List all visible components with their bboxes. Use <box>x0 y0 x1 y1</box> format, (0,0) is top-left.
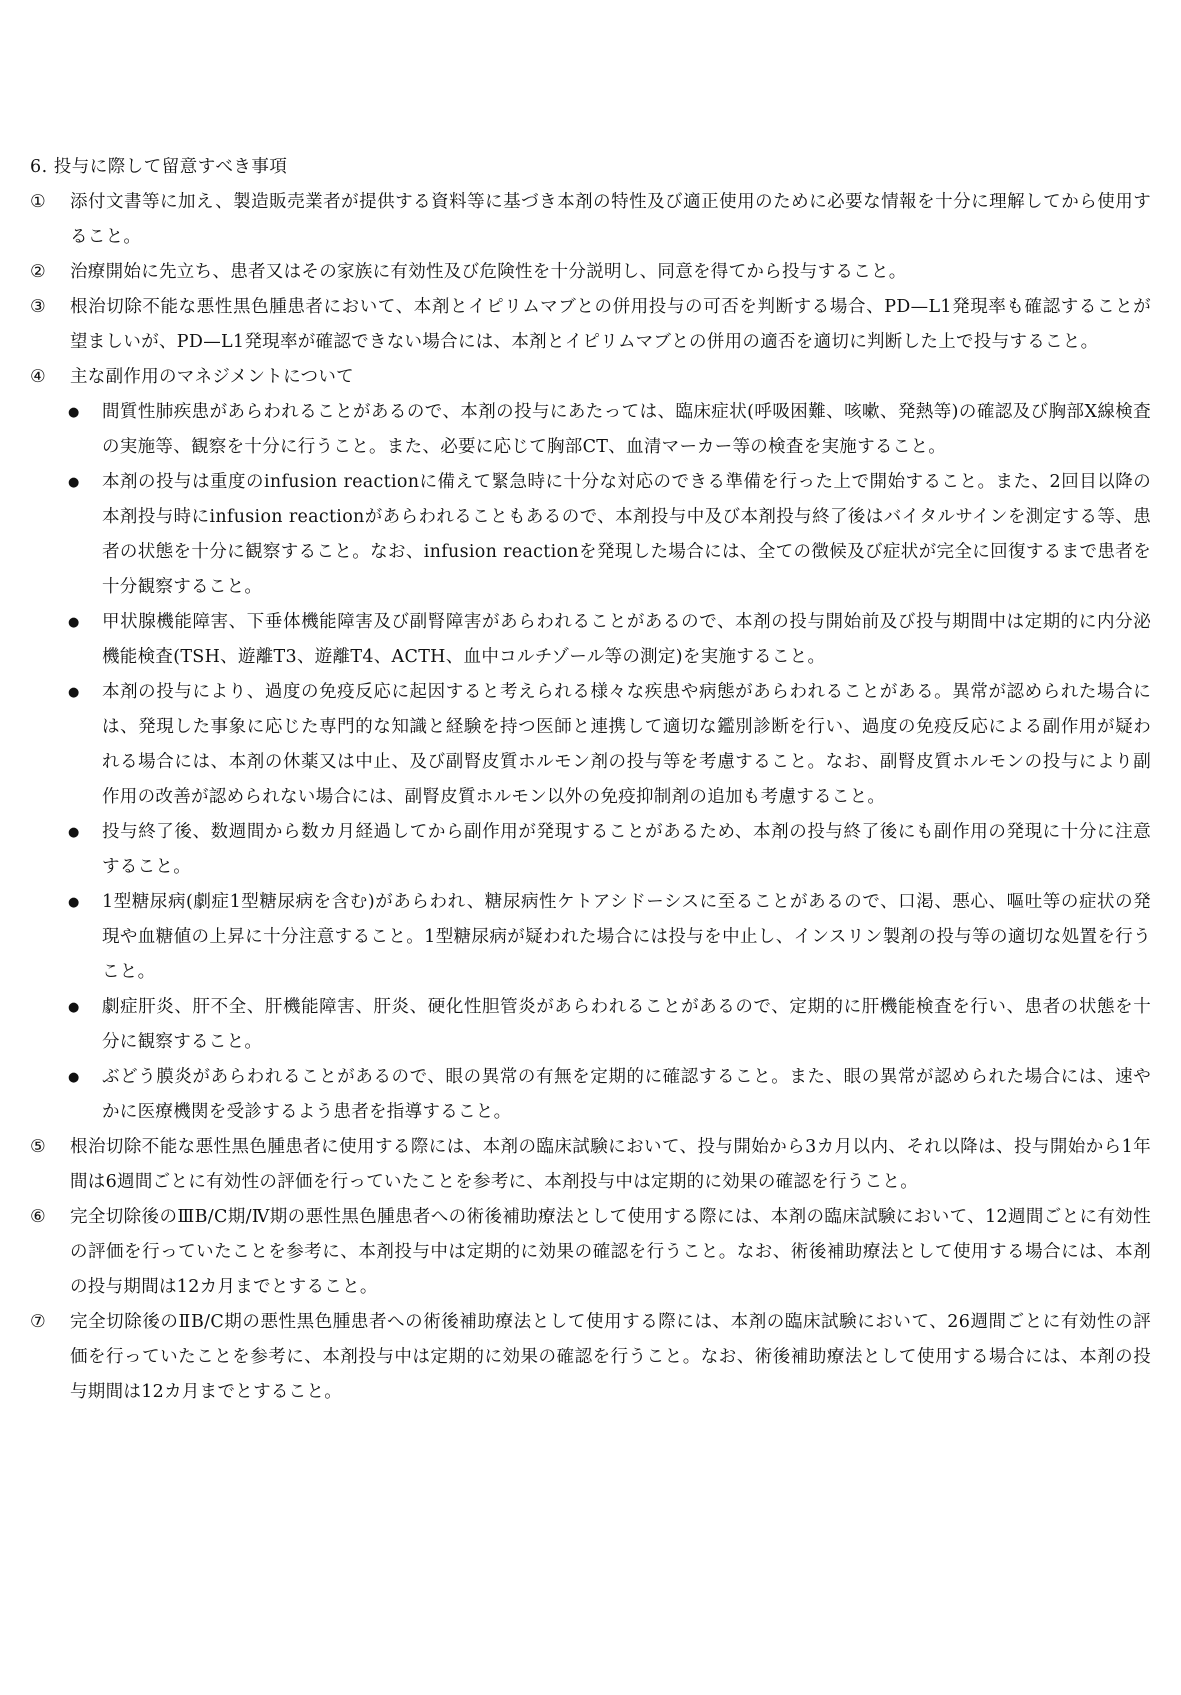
bullet-icon: ● <box>68 1070 80 1085</box>
section-heading: 6. 投与に際して留意すべき事項 <box>30 157 288 177</box>
bullet-icon: ● <box>68 825 80 840</box>
list-item <box>30 255 1151 290</box>
bullet-text: 投与終了後、数週間から数カ月経過してから副作用が発現することがあるため、本剤の投与終了後にも副作用の発現に十分に注意すること。 <box>102 822 1151 877</box>
bullet-text: 甲状腺機能障害、下垂体機能障害及び副腎障害があらわれることがあるので、本剤の投与開始前及び投与期間中は定期的に内分泌機能検査(TSH、遊離T3、遊離T4、ACTH、血中コルチゾール等の測定)を実施すること。 <box>102 612 1151 667</box>
bullet-item <box>30 675 1151 815</box>
bullet-icon: ● <box>68 405 80 420</box>
bullet-icon: ● <box>68 1000 80 1015</box>
list-item <box>30 185 1151 255</box>
item-number: ⑦ <box>30 1312 46 1332</box>
bullet-text: 本剤の投与は重度のinfusion reactionに備えて緊急時に十分な対応のできる準備を行った上で開始すること。また、2回目以降の本剤投与時にinfusion reactionがあらわれることもあるので、本剤投与中及び本剤投与終了後はバイタルサインを測定する等、患者の状態を十分に観察すること。なお、infusion reactionを発現した場合には、全ての徴候及び症状が完全に回復するまで患者を十分観察すること。 <box>102 472 1151 597</box>
bullet-text: 1型糖尿病(劇症1型糖尿病を含む)があらわれ、糖尿病性ケトアシドーシスに至ることがあるので、口渇、悪心、嘔吐等の症状の発現や血糖値の上昇に十分注意すること。1型糖尿病が疑われた場合には投与を中止し、インスリン製剤の投与等の適切な処置を行うこと。 <box>102 892 1151 982</box>
item-number: ③ <box>30 297 46 317</box>
list-item <box>30 1305 1151 1410</box>
bullet-item <box>30 815 1151 885</box>
item-number: ① <box>30 192 46 212</box>
bullet-icon: ● <box>68 615 80 630</box>
item-text: 完全切除後のⅡB/C期の悪性黒色腫患者への術後補助療法として使用する際には、本剤の臨床試験において、26週間ごとに有効性の評価を行っていたことを参考に、本剤投与中は定期的に効果の確認を行うこと。なお、術後補助療法として使用する場合には、本剤の投与期間は12カ月までとすること。 <box>70 1312 1151 1402</box>
bullet-item <box>30 605 1151 675</box>
list-item <box>30 360 1151 395</box>
bullet-text: 間質性肺疾患があらわれることがあるので、本剤の投与にあたっては、臨床症状(呼吸困難、咳嗽、発熱等)の確認及び胸部X線検査の実施等、観察を十分に行うこと。また、必要に応じて胸部CT、血清マーカー等の検査を実施すること。 <box>102 402 1151 457</box>
list-item <box>30 290 1151 360</box>
list-item <box>30 1130 1151 1200</box>
bullet-item <box>30 885 1151 990</box>
item-text: 完全切除後のⅢB/C期/Ⅳ期の悪性黒色腫患者への術後補助療法として使用する際には、本剤の臨床試験において、12週間ごとに有効性の評価を行っていたことを参考に、本剤投与中は定期的に効果の確認を行うこと。なお、術後補助療法として使用する場合には、本剤の投与期間は12カ月までとすること。 <box>70 1207 1151 1297</box>
bullet-item <box>30 465 1151 605</box>
item-text: 治療開始に先立ち、患者又はその家族に有効性及び危険性を十分説明し、同意を得てから投与すること。 <box>70 262 907 282</box>
item-text: 根治切除不能な悪性黒色腫患者において、本剤とイピリムマブとの併用投与の可否を判断する場合、PD—L1発現率も確認することが望ましいが、PD—L1発現率が確認できない場合には、本剤とイピリムマブとの併用の適否を適切に判断した上で投与すること。 <box>70 297 1151 352</box>
bullet-text: 劇症肝炎、肝不全、肝機能障害、肝炎、硬化性胆管炎があらわれることがあるので、定期的に肝機能検査を行い、患者の状態を十分に観察すること。 <box>102 997 1151 1052</box>
item-number: ⑥ <box>30 1207 46 1227</box>
item-number: ④ <box>30 367 46 387</box>
bullet-text: 本剤の投与により、過度の免疫反応に起因すると考えられる様々な疾患や病態があらわれることがある。異常が認められた場合には、発現した事象に応じた専門的な知識と経験を持つ医師と連携して適切な鑑別診断を行い、過度の免疫反応による副作用が疑われる場合には、本剤の休薬又は中止、及び副腎皮質ホルモン剤の投与等を考慮すること。なお、副腎皮質ホルモンの投与により副作用の改善が認められない場合には、副腎皮質ホルモン以外の免疫抑制剤の追加も考慮すること。 <box>102 682 1151 807</box>
item-number: ⑤ <box>30 1137 46 1157</box>
list-item <box>30 1200 1151 1305</box>
bullet-icon: ● <box>68 685 80 700</box>
bullet-item <box>30 1060 1151 1130</box>
item-text: 添付文書等に加え、製造販売業者が提供する資料等に基づき本剤の特性及び適正使用のために必要な情報を十分に理解してから使用すること。 <box>70 192 1151 247</box>
bullet-text: ぶどう膜炎があらわれることがあるので、眼の異常の有無を定期的に確認すること。また、眼の異常が認められた場合には、速やかに医療機関を受診するよう患者を指導すること。 <box>102 1067 1151 1122</box>
bullet-icon: ● <box>68 475 80 490</box>
bullet-item <box>30 990 1151 1060</box>
item-text: 根治切除不能な悪性黒色腫患者に使用する際には、本剤の臨床試験において、投与開始から3カ月以内、それ以降は、投与開始から1年間は6週間ごとに有効性の評価を行っていたことを参考に、本剤投与中は定期的に効果の確認を行うこと。 <box>70 1137 1151 1192</box>
item-text: 主な副作用のマネジメントについて <box>70 367 354 387</box>
item-number: ② <box>30 262 46 282</box>
bullet-icon: ● <box>68 895 80 910</box>
bullet-item <box>30 395 1151 465</box>
